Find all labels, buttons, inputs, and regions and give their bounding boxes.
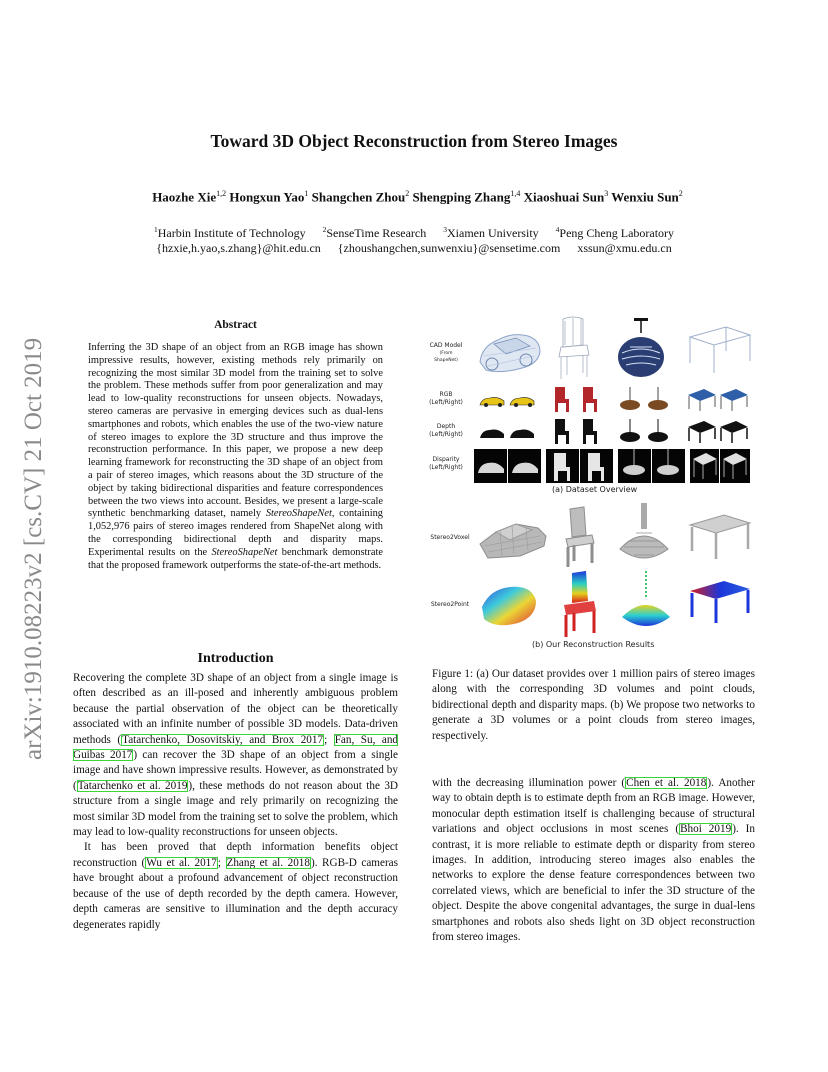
label-text: RGB xyxy=(439,391,453,398)
right-column-body xyxy=(432,776,755,945)
subfigure-a-label: (a) Dataset Overview xyxy=(552,485,638,494)
abstract-body xyxy=(88,342,383,572)
text-run: ) can recover the 3D shape of an object from a single image and have shown impressive results. However, as demonstrated by ( xyxy=(73,749,399,792)
affiliation: Xiamen University xyxy=(447,226,539,240)
depth-lamp-pair xyxy=(618,419,670,445)
citation-link[interactable]: Tatarchenko, Dosovitskiy, and Brox 2017 xyxy=(122,733,324,746)
text-run: with the decreasing illumination power ( xyxy=(432,777,626,789)
dataset-name: StereoShapeNet xyxy=(265,508,332,520)
label-text: CAD Model xyxy=(429,342,463,349)
author-affil-sup: 2 xyxy=(678,189,683,198)
citation-link[interactable]: Chen et al. 2018 xyxy=(626,777,707,789)
figure-1 xyxy=(428,315,758,655)
pointcloud-table xyxy=(686,577,752,625)
row-label-depth xyxy=(428,423,464,438)
text-run: ), these methods do not reason about the 3D structure from a single image and rely primarily on recognizing the most similar 3D model from the training set to solve the problem, which may lead to low-quality reconstructions for unseen objects. xyxy=(73,779,399,839)
email: {hzxie,h.yao,s.zhang}@hit.edu.cn xyxy=(156,241,321,255)
text-run: ; xyxy=(217,856,226,869)
text-run: It has been proved that depth information benefits object reconstruction ( xyxy=(73,841,398,869)
arxiv-stamp xyxy=(14,290,54,760)
row-label-rgb xyxy=(428,391,464,406)
abstract-text: benchmark demonstrate that the proposed framework outperforms the state-of-the-art methods. xyxy=(88,546,384,571)
affil-sup: 2 xyxy=(322,225,327,234)
cad-table-wireframe xyxy=(686,323,752,375)
affiliation: Harbin Institute of Technology xyxy=(157,226,306,240)
author-name: Haozhe Xie xyxy=(152,189,217,205)
citation-link[interactable]: Tatarchenko et al. 2019 xyxy=(77,779,188,792)
paragraph xyxy=(73,671,398,840)
citation-link[interactable]: Bhoi 2019 xyxy=(680,823,732,836)
citation-link[interactable]: Fan, Su, and Guibas 2017 xyxy=(73,733,399,762)
affiliation-line xyxy=(60,222,768,241)
rgb-lamp-pair xyxy=(618,387,670,413)
paper-title: Toward 3D Object Reconstruction from Stereo Images xyxy=(210,131,618,151)
label-text: Disparity xyxy=(432,456,460,463)
section-heading-introduction: Introduction xyxy=(197,651,274,666)
depth-chair-pair xyxy=(552,417,602,445)
rgb-chair-pair xyxy=(552,385,602,413)
text-run: ). Another way to obtain depth is to estimate depth from an RGB image. However, monocular depth estimation itself is challenging because of structural variations and object occlusions in most scenes ( xyxy=(432,777,756,836)
label-subtext: (Left/Right) xyxy=(429,398,463,406)
left-column-body xyxy=(73,671,398,933)
rgb-car-pair xyxy=(478,393,538,409)
abstract-text: , containing 1,052,976 pairs of stereo images rendered from ShapeNet along with the corresponding bidirectional depth and disparity maps. Experimental results on the xyxy=(88,508,383,558)
author-affil-sup: 1 xyxy=(304,189,309,198)
cad-chair-wireframe xyxy=(553,315,595,381)
pointcloud-car xyxy=(478,577,540,629)
citation-link[interactable]: Zhang et al. 2018 xyxy=(226,856,310,869)
author-name: Shangchen Zhou xyxy=(311,189,406,205)
affiliation: Peng Cheng Laboratory xyxy=(559,226,675,240)
voxel-table xyxy=(686,511,752,561)
text-run: ). In contrast, it is more reliable to estimate depth or disparity from stereo images. In addition, introducing stereo images also enables the networks to explore the dense feature correspondences between two correlated views, which are beneficial to infer the 3D structure of the object. Despite the above congenital advantages, the surge in dual-lens smartphones and robots also sheds light on 3D object reconstruction from stereo images. xyxy=(432,823,756,944)
email-line xyxy=(60,241,768,256)
author-affil-sup: 1,4 xyxy=(510,189,521,198)
author-name: Wenxiu Sun xyxy=(611,189,679,205)
disparity-row xyxy=(474,449,750,483)
label-text: Depth xyxy=(436,423,456,430)
paragraph xyxy=(73,840,398,932)
author-affil-sup: 3 xyxy=(604,189,609,198)
pointcloud-chair xyxy=(558,569,602,639)
author-name: Xiaoshuai Sun xyxy=(523,189,605,205)
abstract-text: Inferring the 3D shape of an object from an RGB image has shown impressive results, however, existing methods rely primarily on recognizing the most similar 3D model from the training set to solve the problem. These methods suffer from poor generalization and may lead to low-quality reconstructions for unseen objects. Nowadays, stereo cameras are pervasive in emerging devices such as dual-lens smartphones and robots, which enables the use of the two-view nature of stereo images to explore the 3D structure and thus improve the reconstruction performance. In this paper, we propose a new deep learning framework for reconstructing the 3D shape of an object from a pair of stereo images, which reasons about the 3D structure of the object by taking bidirectional disparities and feature correspondences between the two views into account. Besides, we present a large-scale synthetic benchmarking dataset, namely xyxy=(88,342,383,520)
email: xssun@xmu.edu.cn xyxy=(577,241,672,255)
author-affil-sup: 2 xyxy=(405,189,410,198)
affil-sup: 4 xyxy=(555,225,560,234)
label-subtext: (Left/Right) xyxy=(429,430,463,438)
paragraph xyxy=(432,776,755,945)
label-subtext: (From ShapeNet) xyxy=(434,350,458,363)
pointcloud-lamp xyxy=(618,571,674,635)
text-run: Recovering the complete 3D shape of an object from a single image is often described as an ill-posed and inherently ambiguous problem because the partial observation of the object can be theoretically associated with an infinite number of possible 3D models. Data-driven methods ( xyxy=(73,672,398,746)
affiliation: SenseTime Research xyxy=(326,226,427,240)
text-run: ). RGB-D cameras have brought about a profound advancement of object reconstruction because of the use of depth recorded by the depth camera. However, depth cameras are sensitive to illumination and the depth accuracy degenerates rapidly xyxy=(73,856,399,931)
cad-lamp-wireframe xyxy=(616,315,666,381)
row-label-disparity xyxy=(428,456,464,471)
voxel-car xyxy=(476,510,550,560)
author-name: Shengping Zhang xyxy=(412,189,511,205)
row-label-point: Stereo2Point xyxy=(430,601,470,608)
row-label-voxel: Stereo2Voxel xyxy=(430,534,470,541)
citation-link[interactable]: Wu et al. 2017 xyxy=(146,856,217,869)
cad-car-wireframe xyxy=(476,320,544,376)
subfigure-b-label: (b) Our Reconstruction Results xyxy=(532,640,655,649)
row-label-cad xyxy=(428,342,464,365)
figure-1-caption: Figure 1: (a) Our dataset provides over 1 million pairs of stereo images along with the corresponding 3D volumes and point clouds, bidirectional depth and disparity maps. (b) We propose two networks to generate a 3D volumes or a point clouds from stereo images, respectively. xyxy=(432,668,755,742)
voxel-lamp xyxy=(614,503,674,569)
affil-sup: 3 xyxy=(443,225,447,234)
author-name: Hongxun Yao xyxy=(229,189,305,205)
arxiv-identifier: arXiv:1910.08223v2 [cs.CV] 21 Oct 2019 xyxy=(20,337,47,760)
affiliations xyxy=(60,222,768,256)
abstract-heading: Abstract xyxy=(214,319,257,331)
depth-table-pair xyxy=(686,419,750,445)
text-run: ; xyxy=(324,733,334,746)
voxel-chair xyxy=(560,505,600,569)
rgb-table-pair xyxy=(686,387,750,413)
label-subtext: (Left/Right) xyxy=(429,463,463,471)
author-affil-sup: 1,2 xyxy=(216,189,227,198)
dataset-name: StereoShapeNet xyxy=(211,546,278,558)
affil-sup: 1 xyxy=(153,225,158,234)
author-list xyxy=(60,189,775,205)
email: {zhoushangchen,sunwenxiu}@sensetime.com xyxy=(337,241,561,255)
depth-car-pair xyxy=(478,425,538,441)
